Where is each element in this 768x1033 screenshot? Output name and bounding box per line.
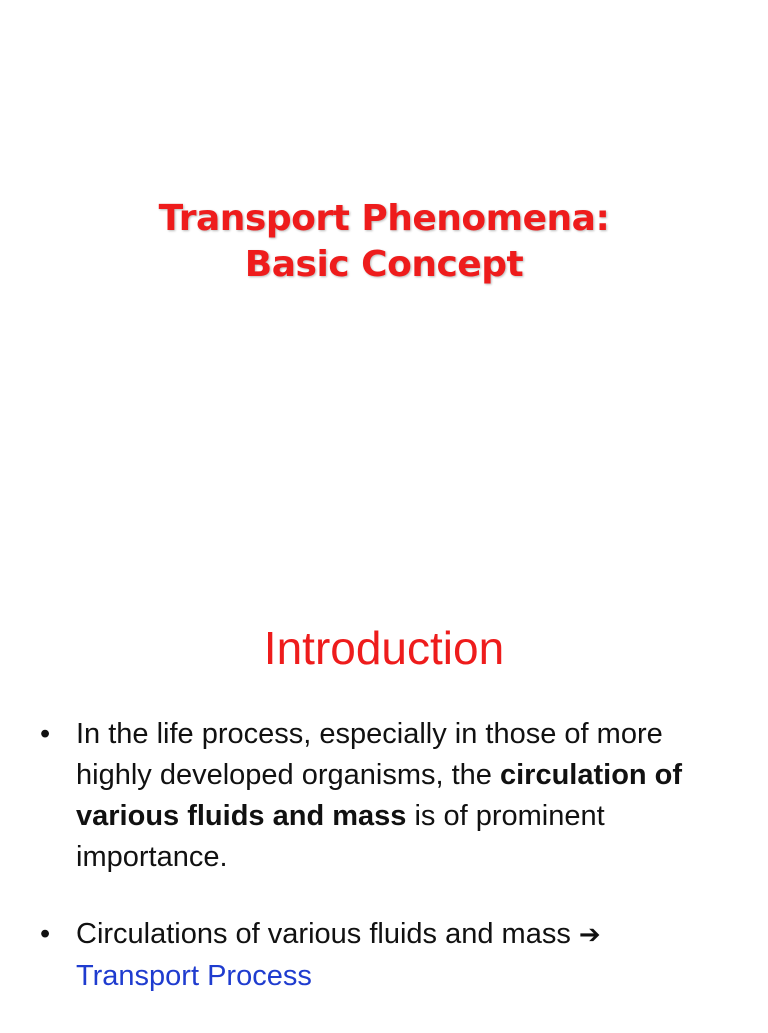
bullet-1-bold-text: circulation of various fluids and mass: [76, 759, 683, 832]
transport-process-text: Transport Process: [76, 960, 312, 992]
slide-title: [0, 0, 768, 512]
bullet-1-text-before: In the life process, especially in those of more highly developed organisms, the: [76, 718, 663, 791]
bullet-list: [36, 714, 736, 1033]
bullet-2-text-before: Circulations of various fluids and mass: [76, 918, 579, 950]
title-line-2: Basic Concept: [244, 244, 524, 285]
bullet-1-text-after: is of prominent importance.: [76, 800, 605, 873]
right-arrow-icon: ➔: [578, 920, 601, 950]
slide-title-heading: [0, 196, 768, 288]
slide-introduction: [0, 512, 768, 1024]
bullet-item-2: [36, 914, 736, 997]
bullet-icon: •: [40, 918, 51, 950]
title-line-1: Transport Phenomena:: [158, 198, 610, 239]
section-heading: Introduction: [263, 622, 505, 674]
bullet-item-1: [36, 714, 736, 878]
bullet-icon: •: [40, 718, 51, 750]
